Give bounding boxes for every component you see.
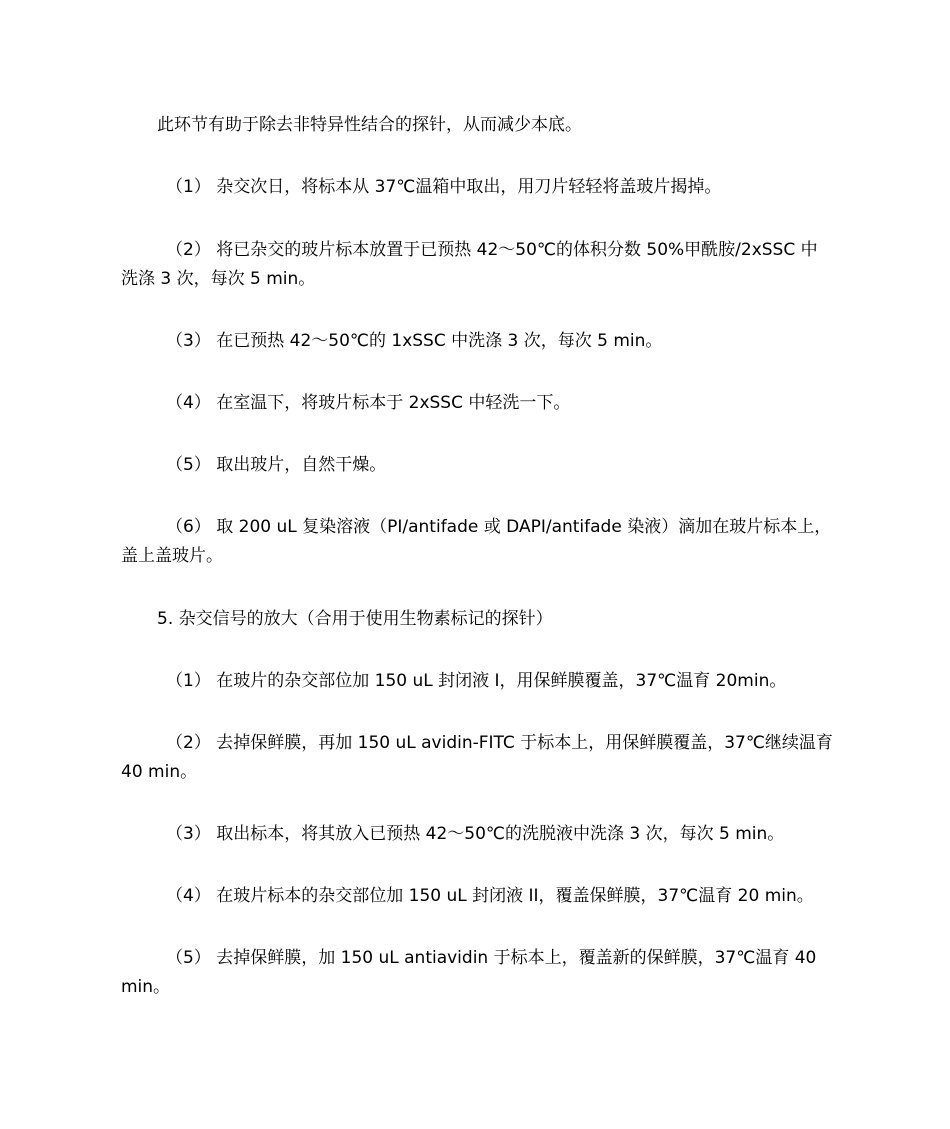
amplify-step-2: （2） 去掉保鲜膜，再加 150 uL avidin-FITC 于标本上，用保鲜膜覆盖，37℃继续温育 40 min。 <box>121 733 833 782</box>
wash-step-3: （3） 在已预热 42～50℃的 1xSSC 中洗涤 3 次，每次 5 min。 <box>166 331 663 351</box>
wash-step-1: （1） 杂交次日，将标本从 37℃温箱中取出，用刀片轻轻将盖玻片揭掉。 <box>166 177 722 197</box>
wash-step-4: （4） 在室温下，将玻片标本于 2xSSC 中轻洗一下。 <box>166 393 571 413</box>
amplify-step-3: （3） 取出标本，将其放入已预热 42～50℃的洗脱液中洗涤 3 次，每次 5 min。 <box>166 824 785 844</box>
amplify-step-1: （1） 在玻片的杂交部位加 150 uL 封闭液 I，用保鲜膜覆盖，37℃温育 20min。 <box>166 671 787 691</box>
section-5-heading: 5. 杂交信号的放大（合用于使用生物素标记的探针） <box>157 609 553 629</box>
intro-paragraph: 此环节有助于除去非特异性结合的探针，从而减少本底。 <box>157 115 582 135</box>
wash-step-6: （6） 取 200 uL 复染溶液（PI/antifade 或 DAPI/antifade 染液）滴加在玻片标本上，盖上盖玻片。 <box>121 517 832 566</box>
wash-step-5: （5） 取出玻片，自然干燥。 <box>166 455 387 475</box>
wash-step-2: （2） 将已杂交的玻片标本放置于已预热 42～50℃的体积分数 50%甲酰胺/2xSSC 中洗涤 3 次，每次 5 min。 <box>121 240 818 289</box>
amplify-step-4: （4） 在玻片标本的杂交部位加 150 uL 封闭液 II，覆盖保鲜膜，37℃温育 20 min。 <box>166 886 814 906</box>
amplify-step-5: （5） 去掉保鲜膜，加 150 uL antiavidin 于标本上，覆盖新的保鲜膜，37℃温育 40 min。 <box>121 948 817 997</box>
